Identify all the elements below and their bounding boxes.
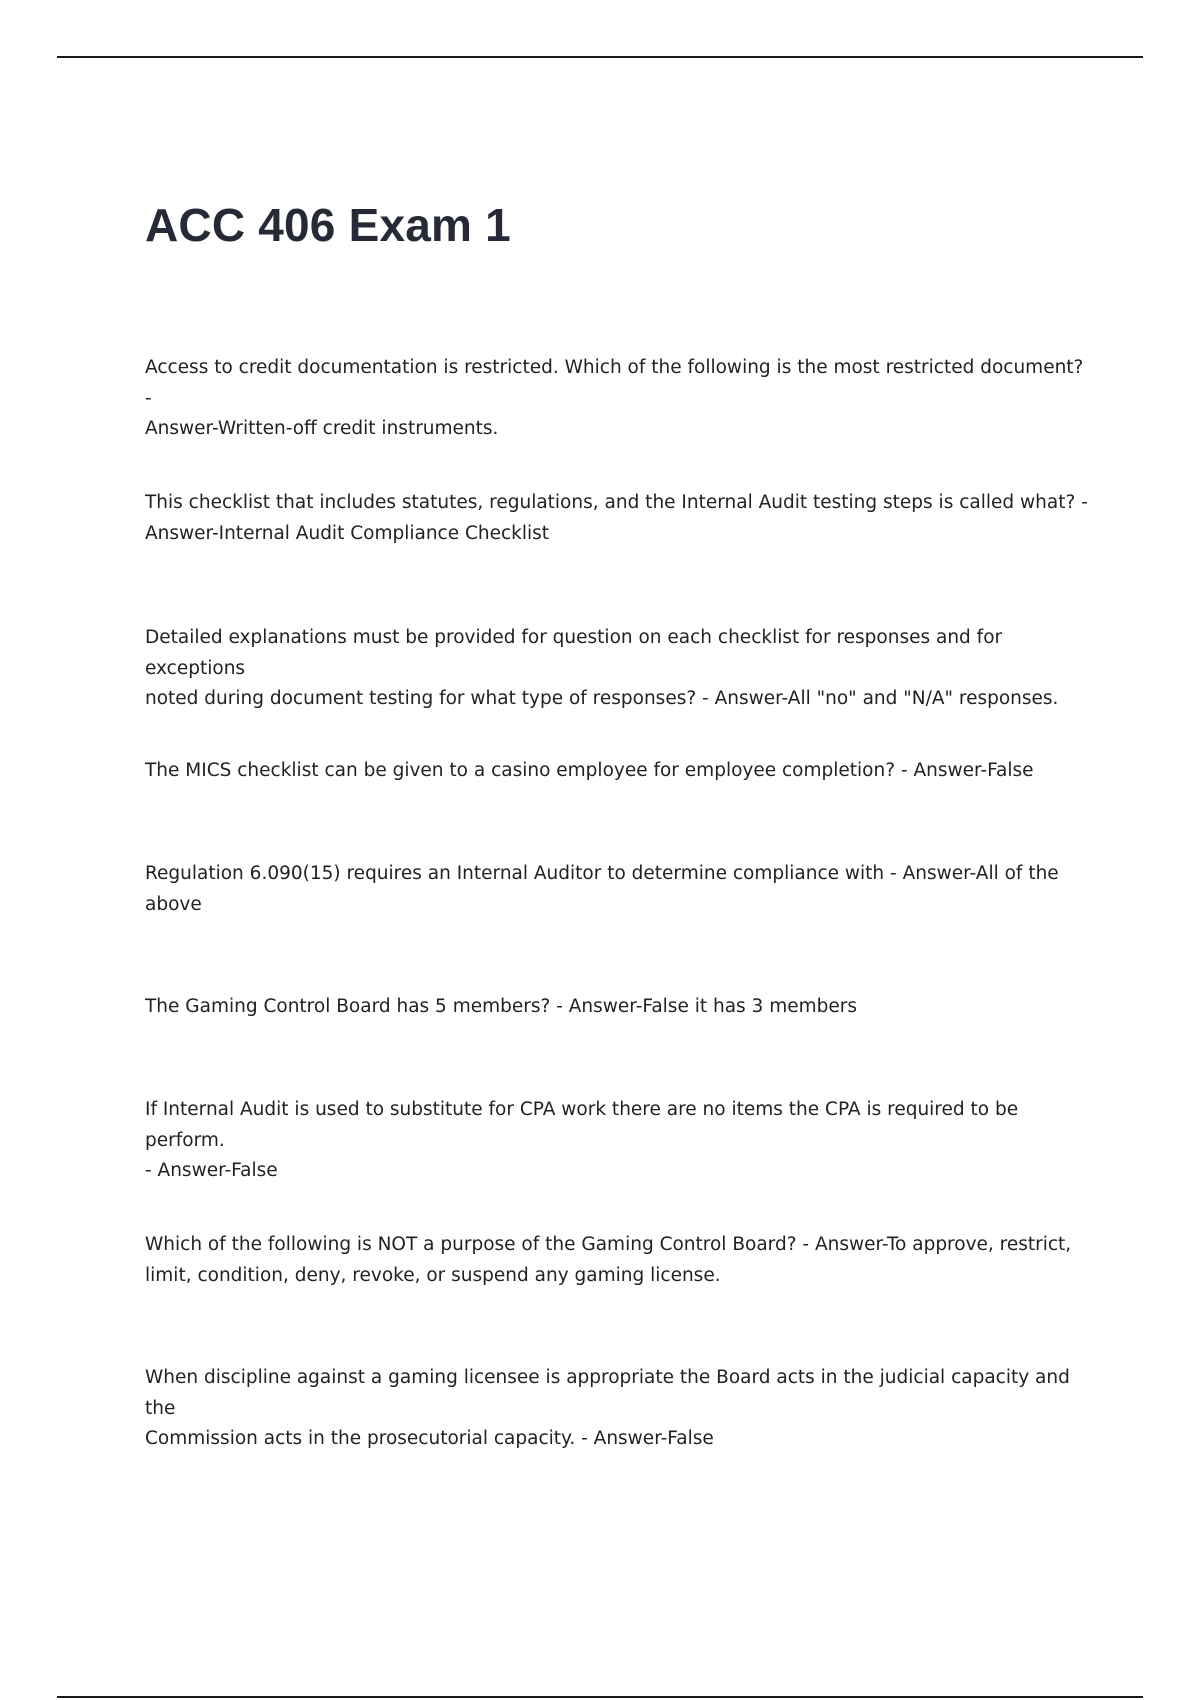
qa-item: The MICS checklist can be given to a casino employee for employee completion? - Answer-False <box>145 760 1034 781</box>
qa-item: The Gaming Control Board has 5 members? - Answer-False it has 3 members <box>145 996 858 1017</box>
qa-item: This checklist that includes statutes, regulations, and the Internal Audit testing steps is called what? - Answer-Internal Audit Compliance Checklist <box>145 492 1088 544</box>
footer-divider <box>57 1696 1143 1698</box>
qa-item: Regulation 6.090(15) requires an Internal Auditor to determine compliance with - Answer-All of the above <box>145 863 1059 915</box>
question-answer-list <box>145 353 1090 1449</box>
qa-item: Detailed explanations must be provided for question on each checklist for responses and for exceptions noted during document testing for what type of responses? - Answer-All "no" and "N/A" responses. <box>145 627 1059 709</box>
qa-item: Access to credit documentation is restricted. Which of the following is the most restricted document? - Answer-Written-off credit instruments. <box>145 357 1084 439</box>
page-title: ACC 406 Exam 1 <box>145 199 511 251</box>
header-divider <box>57 56 1143 58</box>
qa-item: When discipline against a gaming licensee is appropriate the Board acts in the judicial capacity and the Commission acts in the prosecutorial capacity. - Answer-False <box>145 1367 1070 1449</box>
qa-item: Which of the following is NOT a purpose of the Gaming Control Board? - Answer-To approve, restrict, limit, condition, deny, revoke, or suspend any gaming license. <box>145 1234 1072 1286</box>
qa-item: If Internal Audit is used to substitute for CPA work there are no items the CPA is required to be perform. - Answer-False <box>145 1099 1019 1181</box>
